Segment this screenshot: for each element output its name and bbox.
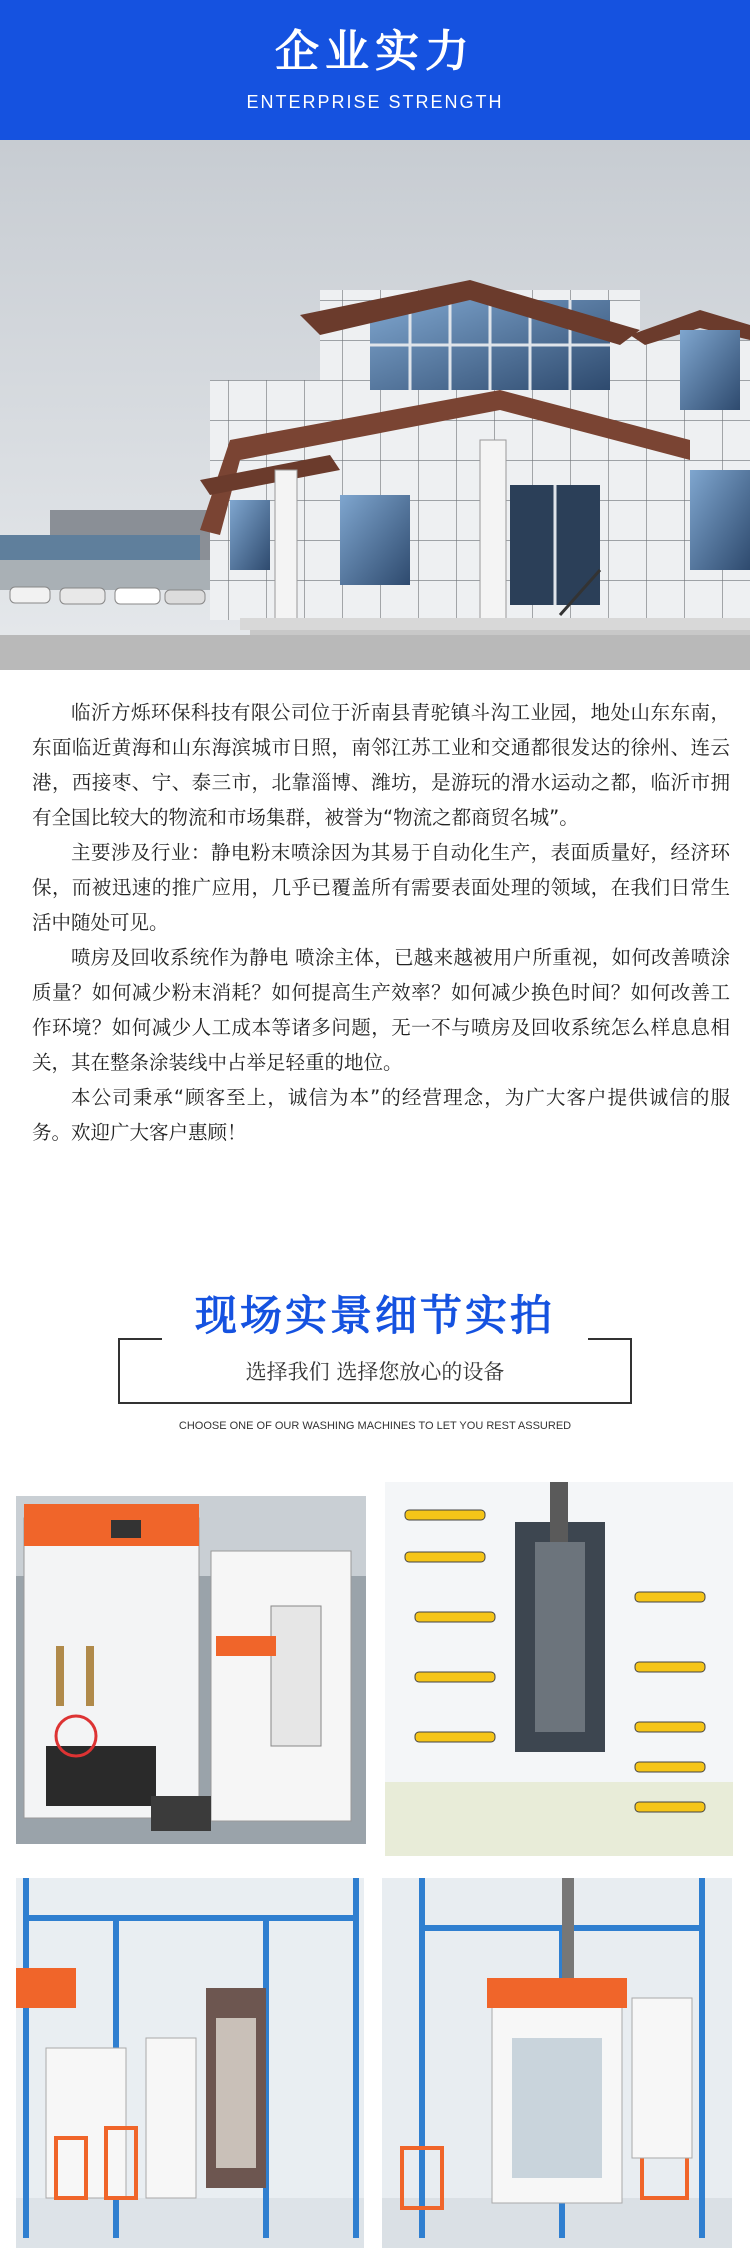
company-intro bbox=[32, 695, 730, 1150]
intro-paragraph: 临沂方烁环保科技有限公司位于沂南县青驼镇斗沟工业园，地处山东东南，东面临近黄海和山东海滨城市日照，南邻江苏工业和交通都很发达的徐州、连云港，西接枣、宁、泰三市，北靠淄博、潍坊，是游玩的滑水运动之都，临沂市拥有全国比较大的物流和市场集群，被誉为“物流之都商贸名城”。 bbox=[32, 701, 730, 829]
gallery-photo-spray-guns bbox=[385, 1482, 733, 1856]
gallery-photo-spray-booth-left bbox=[16, 1878, 364, 2248]
intro-paragraph: 喷房及回收系统作为静电 喷涂主体，已越来越被用户所重视，如何改善喷涂质量？如何减少粉末消耗？如何提高生产效率？如何减少换色时间？如何改善工作环境？如何减少人工成本等诸多问题，无一不与喷房及回收系统怎么样息息相关，其在整条涂装线中占举足轻重的地位。 bbox=[32, 946, 730, 1074]
gallery-caption: CHOOSE ONE OF OUR WASHING MACHINES TO LET YOU REST ASSURED bbox=[178, 1420, 572, 1432]
gallery-title: 现场实景细节实拍 bbox=[194, 1291, 555, 1340]
company-building-photo bbox=[0, 140, 750, 670]
intro-paragraph: 本公司秉承“顾客至上，诚信为本”的经营理念，为广大客户提供诚信的服务。欢迎广大客户惠顾！ bbox=[32, 1086, 730, 1144]
intro-paragraph: 主要涉及行业：静电粉末喷涂因为其易于自动化生产，表面质量好，经济环保，而被迅速的推广应用，几乎已覆盖所有需要表面处理的领域，在我们日常生活中随处可见。 bbox=[32, 841, 730, 934]
gallery-photo-spray-booth-right bbox=[382, 1878, 732, 2248]
gallery-tagline: 选择我们 选择您放心的设备 bbox=[245, 1360, 505, 1384]
page-title: 企业实力 bbox=[275, 26, 475, 77]
page-subtitle: ENTERPRISE STRENGTH bbox=[246, 92, 504, 112]
gallery-photo-control-cabinet bbox=[16, 1496, 366, 1844]
header-banner bbox=[0, 0, 750, 140]
